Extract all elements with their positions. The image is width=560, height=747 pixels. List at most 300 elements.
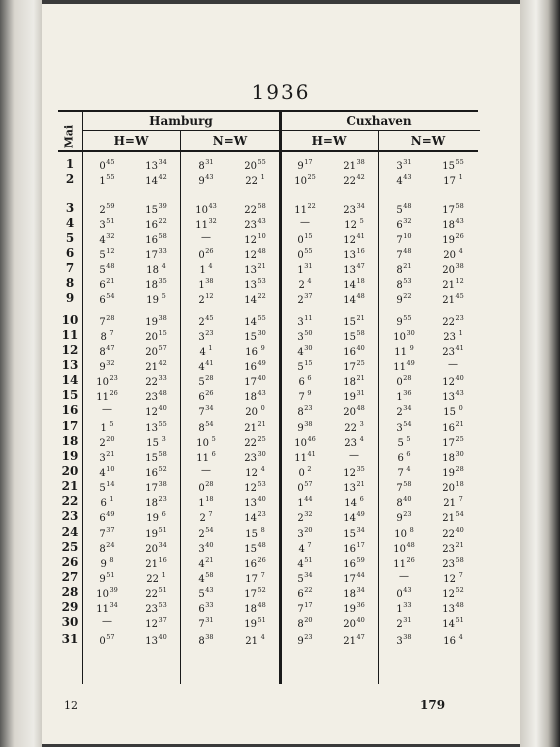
- tide-time-cell: [380, 556, 428, 570]
- tide-time-cell: [231, 314, 279, 328]
- tide-time-cell: [330, 465, 378, 479]
- tide-time-cell: [132, 420, 180, 434]
- hour: 5: [396, 205, 403, 216]
- tide-time-cell: [132, 262, 180, 276]
- hour: —: [300, 217, 310, 228]
- hour: 12: [343, 235, 356, 246]
- minute: 28: [455, 465, 464, 473]
- minute: 49: [257, 359, 266, 367]
- minute: 48: [257, 247, 266, 255]
- minute: 9: [407, 344, 414, 352]
- hour: 19: [343, 392, 356, 403]
- minute: 48: [356, 292, 365, 300]
- tide-time-cell: [429, 262, 477, 276]
- hour: 12: [442, 589, 455, 600]
- hour: 17: [145, 483, 158, 494]
- day-number: 30: [61, 615, 79, 629]
- hour: 1: [198, 498, 205, 509]
- minute: 54: [205, 420, 214, 428]
- tide-time-cell: [132, 344, 180, 358]
- minute: 20: [106, 435, 115, 443]
- tide-time-cell: [182, 389, 230, 403]
- hour: 16: [442, 423, 455, 434]
- hour: 10: [294, 176, 307, 187]
- hour: 23: [343, 205, 356, 216]
- tide-time-cell: [231, 277, 279, 291]
- minute: 54: [403, 420, 412, 428]
- tide-time-cell: [380, 158, 428, 172]
- subheader-hamburg-high: H=W: [113, 134, 149, 148]
- minute: 33: [158, 247, 167, 255]
- tide-time-cell: [429, 450, 477, 464]
- subheader-hamburg-low: N=W: [212, 134, 248, 148]
- minute: 3: [159, 435, 166, 443]
- tide-time-cell: [429, 404, 477, 418]
- day-number: 5: [65, 231, 75, 245]
- minute: 43: [257, 217, 266, 225]
- tide-time-cell: [281, 571, 329, 585]
- minute: 53: [257, 480, 266, 488]
- hour: 13: [145, 423, 158, 434]
- tide-time-cell: [231, 465, 279, 479]
- tide-time-cell: [380, 389, 428, 403]
- tide-time-cell: [231, 420, 279, 434]
- hour: 4: [297, 559, 304, 570]
- tide-time-cell: [83, 344, 131, 358]
- hour: 16: [343, 559, 356, 570]
- tide-time-cell: [231, 232, 279, 246]
- hour: 9: [396, 295, 403, 306]
- tide-time-cell: [330, 277, 378, 291]
- hour: 9: [297, 423, 304, 434]
- tide-time-cell: [83, 202, 131, 216]
- hour: 0: [297, 235, 304, 246]
- minute: 42: [158, 173, 167, 181]
- day-number: 4: [65, 216, 75, 230]
- tide-time-cell: [83, 404, 131, 415]
- hour: 18: [343, 377, 356, 388]
- tide-time-cell: [330, 232, 378, 246]
- hour: 12: [343, 468, 356, 479]
- tide-time-cell: [380, 173, 428, 187]
- tide-time-cell: [83, 601, 131, 615]
- tide-time-cell: [330, 556, 378, 570]
- hour: 7: [396, 483, 403, 494]
- month-label: Mai: [62, 124, 76, 149]
- hour: 23: [442, 559, 455, 570]
- minute: 23: [257, 510, 266, 518]
- tide-time-cell: [281, 435, 329, 449]
- minute: 40: [257, 374, 266, 382]
- hour: 12: [344, 220, 358, 231]
- minute: 8: [258, 526, 265, 534]
- hour: 16: [145, 235, 158, 246]
- hour: 9: [297, 636, 304, 647]
- tide-time-cell: [132, 541, 180, 555]
- minute: 40: [356, 344, 365, 352]
- minute: 2: [305, 465, 312, 473]
- minute: 4: [456, 633, 463, 641]
- hour: 19: [343, 604, 356, 615]
- tide-time-cell: [83, 158, 131, 172]
- tide-time-cell: [231, 526, 279, 540]
- tide-time-cell: [330, 616, 378, 630]
- tide-time-cell: [380, 510, 428, 524]
- hour: 7: [396, 250, 403, 261]
- tide-table: [58, 110, 478, 684]
- hour: 8: [297, 407, 304, 418]
- tide-time-cell: [132, 450, 180, 464]
- hour: 7: [99, 317, 106, 328]
- tide-time-cell: [231, 344, 279, 358]
- minute: 16: [356, 247, 365, 255]
- hour: 23: [442, 347, 455, 358]
- tide-time-cell: [231, 510, 279, 524]
- minute: 47: [356, 262, 365, 270]
- hour: 7: [297, 604, 304, 615]
- minute: 4: [404, 465, 411, 473]
- tide-time-cell: [182, 601, 230, 615]
- minute: 55: [304, 247, 313, 255]
- day-number: 18: [61, 434, 79, 448]
- minute: 28: [403, 374, 412, 382]
- tide-time-cell: [330, 541, 378, 555]
- hour: 22: [245, 176, 259, 187]
- minute: 38: [455, 262, 464, 270]
- minute: 55: [257, 158, 266, 166]
- hour: 0: [198, 250, 205, 261]
- tide-time-cell: [83, 262, 131, 276]
- hour: 2: [396, 619, 403, 630]
- hour: 20: [145, 347, 158, 358]
- hour: 12: [443, 574, 457, 585]
- hour: 3: [297, 529, 304, 540]
- minute: 32: [106, 232, 115, 240]
- tide-time-cell: [330, 292, 378, 306]
- minute: 55: [158, 420, 167, 428]
- minute: 4: [357, 435, 364, 443]
- tide-time-cell: [182, 217, 230, 231]
- hour: 0: [99, 161, 106, 172]
- tide-time-cell: [132, 480, 180, 494]
- hour: 18: [442, 453, 455, 464]
- tide-time-cell: [429, 292, 477, 306]
- day-number: 11: [61, 328, 79, 342]
- minute: 4: [258, 465, 265, 473]
- tide-time-cell: [231, 389, 279, 403]
- tide-time-cell: [83, 465, 131, 479]
- day-number: 19: [61, 449, 79, 463]
- minute: 51: [158, 526, 167, 534]
- minute: 23: [158, 495, 167, 503]
- tide-time-cell: [330, 420, 378, 434]
- hour: 23: [244, 453, 257, 464]
- minute: 5: [159, 292, 166, 300]
- tide-time-cell: [231, 262, 279, 276]
- minute: 30: [257, 450, 266, 458]
- hour: 0: [297, 250, 304, 261]
- tide-time-cell: [132, 435, 180, 449]
- day-number: 15: [61, 388, 79, 402]
- hour: 5: [99, 483, 106, 494]
- tide-time-cell: [182, 314, 230, 328]
- tide-time-cell: [182, 232, 230, 243]
- hour: —: [399, 571, 409, 582]
- hour: 15: [442, 161, 455, 172]
- tide-time-cell: [281, 389, 329, 403]
- minute: 1: [456, 173, 463, 181]
- page-number: 179: [420, 698, 446, 712]
- minute: 32: [304, 510, 313, 518]
- day-number: 21: [61, 479, 79, 493]
- minute: 28: [205, 480, 214, 488]
- tide-time-cell: [83, 389, 131, 403]
- hour: 1: [99, 176, 106, 187]
- tide-time-cell: [330, 571, 378, 585]
- hour: 12: [245, 468, 259, 479]
- minute: 30: [455, 450, 464, 458]
- tide-time-cell: [132, 616, 180, 630]
- tide-time-cell: [429, 329, 477, 343]
- tide-time-cell: [330, 601, 378, 615]
- tide-time-cell: [132, 158, 180, 172]
- hour: 18: [343, 589, 356, 600]
- tide-time-cell: [281, 526, 329, 540]
- tide-time-cell: [83, 480, 131, 494]
- minute: 58: [205, 571, 214, 579]
- minute: 57: [304, 480, 313, 488]
- hour: 0: [198, 483, 205, 494]
- hour: 2: [298, 280, 305, 291]
- tide-time-cell: [231, 247, 279, 261]
- hour: 20: [442, 265, 455, 276]
- hour: 21: [442, 513, 455, 524]
- hour: 13: [244, 280, 257, 291]
- tide-time-cell: [83, 359, 131, 373]
- tide-time-cell: [132, 389, 180, 403]
- minute: 38: [158, 480, 167, 488]
- hour: 0: [99, 636, 106, 647]
- tide-time-cell: [281, 465, 329, 479]
- hour: 4: [198, 574, 205, 585]
- minute: 28: [205, 374, 214, 382]
- hour: 22: [442, 529, 455, 540]
- hour: 20: [443, 250, 457, 261]
- tide-time-cell: [429, 601, 477, 615]
- hour: 14: [343, 280, 356, 291]
- minute: 12: [106, 247, 115, 255]
- minute: 38: [205, 633, 214, 641]
- hour: 5: [297, 574, 304, 585]
- tide-time-cell: [380, 344, 428, 358]
- minute: 48: [257, 541, 266, 549]
- tide-time-cell: [182, 586, 230, 600]
- hour: 3: [396, 636, 403, 647]
- tide-time-cell: [182, 404, 230, 418]
- day-number: 26: [61, 555, 79, 569]
- tide-time-cell: [132, 329, 180, 343]
- day-number: 22: [61, 494, 79, 508]
- hour: 15: [244, 332, 257, 343]
- tide-time-cell: [429, 344, 477, 358]
- hour: 12: [145, 619, 158, 630]
- tide-time-cell: [380, 314, 428, 328]
- hour: 19: [442, 468, 455, 479]
- minute: 4: [305, 277, 312, 285]
- minute: 41: [356, 232, 365, 240]
- minute: 21: [257, 262, 266, 270]
- tide-time-cell: [182, 247, 230, 261]
- minute: 49: [356, 510, 365, 518]
- hour: 6: [100, 498, 107, 509]
- hour: 7: [397, 468, 404, 479]
- tide-time-cell: [182, 202, 230, 216]
- hour: 12: [145, 407, 158, 418]
- tide-time-cell: [231, 404, 279, 418]
- minute: 41: [205, 359, 214, 367]
- hour: 17: [244, 377, 257, 388]
- minute: 3: [357, 420, 364, 428]
- hour: 15: [343, 529, 356, 540]
- hour: 21: [343, 161, 356, 172]
- minute: 48: [106, 262, 115, 270]
- minute: 34: [109, 601, 118, 609]
- tide-time-cell: [83, 526, 131, 540]
- hour: 9: [297, 161, 304, 172]
- minute: 30: [257, 329, 266, 337]
- minute: 37: [158, 616, 167, 624]
- hour: —: [448, 359, 458, 370]
- minute: 23: [109, 374, 118, 382]
- minute: 26: [205, 389, 214, 397]
- tide-time-cell: [330, 526, 378, 540]
- minute: 45: [106, 158, 115, 166]
- minute: 33: [158, 374, 167, 382]
- page-title: 1936: [251, 80, 311, 104]
- tide-time-cell: [132, 404, 180, 418]
- tide-time-cell: [429, 359, 477, 370]
- minute: 34: [158, 158, 167, 166]
- minute: 48: [406, 541, 415, 549]
- minute: 34: [304, 571, 313, 579]
- minute: 48: [356, 404, 365, 412]
- minute: 22: [403, 292, 412, 300]
- hour: 18: [145, 280, 158, 291]
- hour: 0: [298, 468, 305, 479]
- minute: 53: [158, 601, 167, 609]
- tide-time-cell: [429, 158, 477, 172]
- hour: 1: [198, 280, 205, 291]
- hour: 22: [344, 423, 358, 434]
- minute: 48: [403, 247, 412, 255]
- tide-time-cell: [83, 586, 131, 600]
- tide-time-cell: [330, 374, 378, 388]
- tide-time-cell: [380, 586, 428, 600]
- hour: 21: [145, 559, 158, 570]
- minute: 31: [403, 158, 412, 166]
- minute: 38: [403, 633, 412, 641]
- hour: 20: [145, 544, 158, 555]
- tide-time-cell: [231, 480, 279, 494]
- hour: 2: [99, 205, 106, 216]
- table-top-rule: [58, 110, 478, 112]
- tide-time-cell: [281, 202, 329, 216]
- hour: 8: [198, 636, 205, 647]
- minute: 21: [403, 262, 412, 270]
- hour: —: [201, 232, 211, 243]
- minute: 59: [106, 202, 115, 210]
- tide-time-cell: [231, 571, 279, 585]
- hour: 22: [244, 438, 257, 449]
- minute: 58: [356, 329, 365, 337]
- tide-time-cell: [380, 404, 428, 418]
- tide-time-cell: [83, 571, 131, 585]
- tide-time-cell: [429, 586, 477, 600]
- hour: 11: [196, 453, 210, 464]
- hour: 20: [343, 619, 356, 630]
- hour: 9: [396, 317, 403, 328]
- tide-time-cell: [330, 202, 378, 216]
- tide-time-cell: [330, 359, 378, 373]
- tide-time-cell: [281, 314, 329, 328]
- tide-time-cell: [132, 247, 180, 261]
- tide-time-cell: [182, 173, 230, 187]
- tide-time-cell: [330, 633, 378, 647]
- tide-time-cell: [132, 465, 180, 479]
- tide-time-cell: [83, 420, 131, 434]
- tide-time-cell: [429, 435, 477, 449]
- tide-time-cell: [281, 586, 329, 600]
- day-number: 27: [61, 570, 79, 584]
- hour: 20: [245, 407, 259, 418]
- minute: 43: [257, 389, 266, 397]
- minute: 22: [158, 217, 167, 225]
- tide-time-cell: [330, 450, 378, 461]
- tide-time-cell: [281, 359, 329, 373]
- tide-time-cell: [429, 247, 477, 261]
- minute: 58: [158, 450, 167, 458]
- hour: 18: [244, 392, 257, 403]
- tide-time-cell: [330, 158, 378, 172]
- footer-left-number: 12: [64, 699, 78, 712]
- minute: 9: [305, 389, 312, 397]
- hour: 2: [297, 295, 304, 306]
- minute: 17: [304, 158, 313, 166]
- minute: 43: [208, 202, 217, 210]
- hour: 6: [198, 604, 205, 615]
- hour: 16: [245, 347, 259, 358]
- hour: 1: [199, 265, 206, 276]
- tide-time-cell: [132, 556, 180, 570]
- minute: 38: [356, 158, 365, 166]
- hour: 12: [244, 483, 257, 494]
- minute: 34: [158, 541, 167, 549]
- hour: 4: [297, 347, 304, 358]
- minute: 48: [403, 202, 412, 210]
- hour: 8: [297, 619, 304, 630]
- tide-time-cell: [182, 359, 230, 373]
- tide-time-cell: [429, 556, 477, 570]
- day-number: 13: [61, 358, 79, 372]
- minute: 53: [257, 277, 266, 285]
- hour: 18: [244, 604, 257, 615]
- day-number: 24: [61, 525, 79, 539]
- tide-time-cell: [231, 374, 279, 388]
- hour: 5: [99, 250, 106, 261]
- hour: 5: [297, 362, 304, 373]
- tide-time-cell: [330, 495, 378, 509]
- tide-time-cell: [182, 262, 230, 276]
